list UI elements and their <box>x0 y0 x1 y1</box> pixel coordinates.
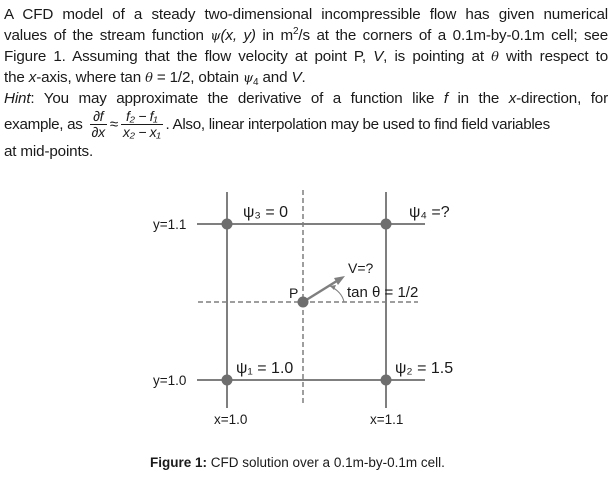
velocity-arrow <box>303 279 340 302</box>
figure-caption: Figure 1: CFD solution over a 0.1m-by-0.1m cell. <box>150 455 445 470</box>
problem-line-3: Figure 1. Assuming that the flow velocity at point P, V, is pointing at θ with respect to <box>4 48 608 65</box>
angle-label: tan θ = 1/2 <box>347 284 419 301</box>
angle-arc <box>330 286 344 302</box>
hint-line-2: example, as $\frac{\partial f}{\partial x}$ ≈ $\frac{\text{f₂ − f₁}}{\text{x₂ − x₁}}$ . Also, linear interpolation may be used to find field variables <box>4 108 550 141</box>
point-p-label: P <box>289 285 299 301</box>
node-psi1 <box>222 375 233 386</box>
psi2-label: ψ₂ = 1.5 <box>395 360 454 377</box>
velocity-label: V=? <box>348 260 374 276</box>
hint-line-1: Hint: You may approximate the derivative of a function like f in the x-direction, for <box>4 90 608 107</box>
x-right-label: x=1.1 <box>370 412 404 427</box>
problem-line-2: values of the stream function ψ(x, y) in $m^2/s$ at the corners of a 0.1m-by-0.1m cell; see <box>4 26 608 44</box>
psi4-label: ψ₄ =? <box>409 204 450 221</box>
x-left-label: x=1.0 <box>214 412 248 427</box>
node-psi2 <box>381 375 392 386</box>
problem-line-4: the x-axis, where tan θ = 1/2, obtain $\psi_4$ and V. <box>4 69 306 88</box>
y-bottom-label: y=1.0 <box>153 373 187 388</box>
psi3-label: ψ₃ = 0 <box>243 204 289 221</box>
hint-line-3: at mid-points. <box>4 143 94 160</box>
psi1-label: ψ₁ = 1.0 <box>236 360 294 377</box>
node-psi4 <box>381 219 392 230</box>
node-psi3 <box>222 219 233 230</box>
y-top-label: y=1.1 <box>153 217 187 232</box>
node-p <box>298 297 309 308</box>
problem-line-1: A CFD model of a steady two-dimensional incompressible flow has given numerical <box>4 6 608 23</box>
partial-derivative: $\frac{\partial f}{\partial x}$ <box>91 108 105 141</box>
arrowhead-icon <box>334 276 345 285</box>
finite-difference: $\frac{\text{f₂ − f₁}}{\text{x₂ − x₁}}$ <box>122 108 161 141</box>
